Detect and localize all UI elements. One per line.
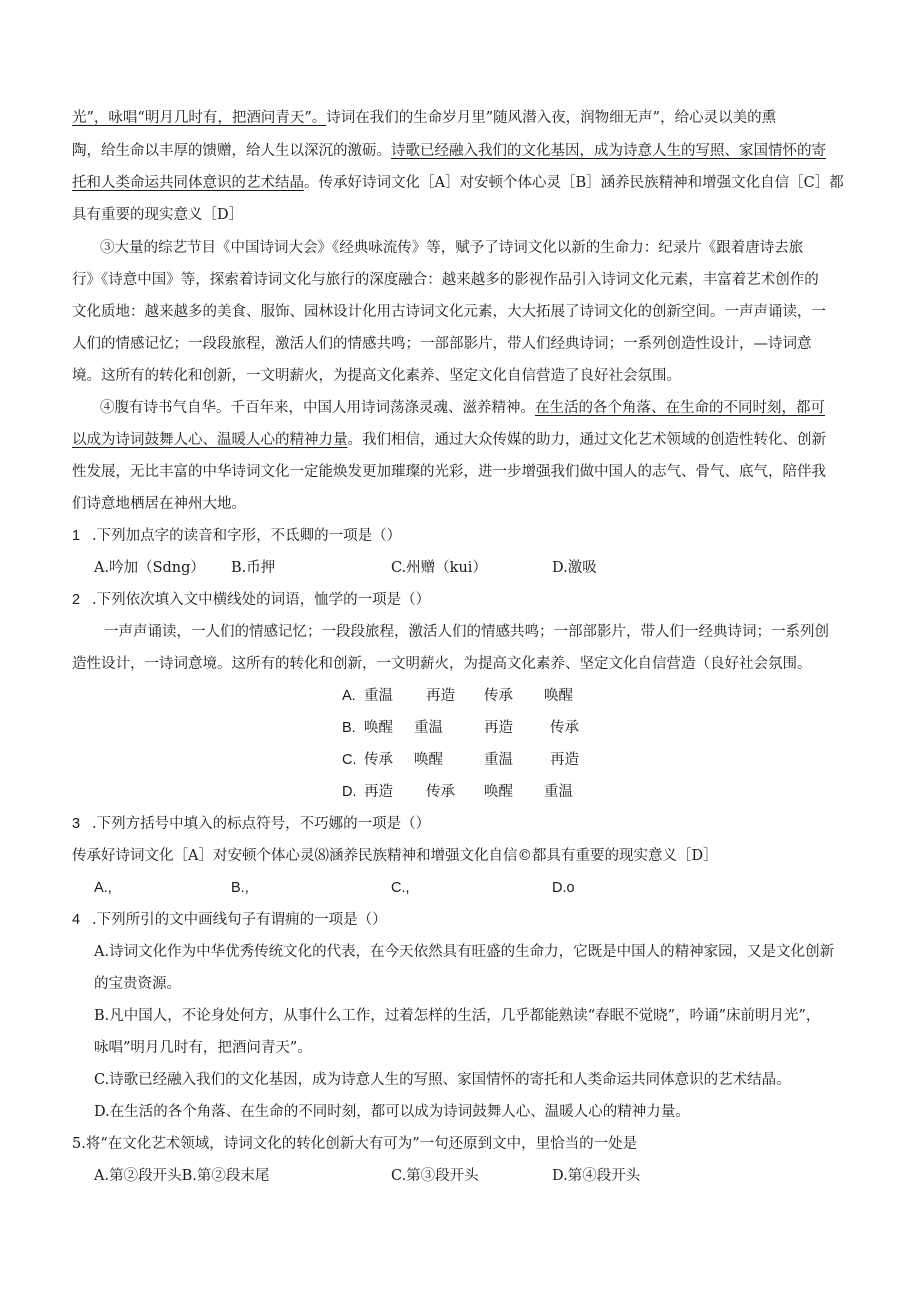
question-2-option-a[interactable]: A. 重温 再造 传承 唤醒 <box>342 688 573 704</box>
question-2-context: 一声声诵读，一人们的情感记忆；一段段旅程，激活人们的情感共鸣；一部部影片，带人们一经典诗词；一系列创 <box>104 624 829 640</box>
question-4-option-a-cont: 的宝贵资源。 <box>94 976 181 992</box>
passage-line: 托和人类命运共同体意识的艺术结晶。传承好诗词文化［A］对安顿个体心灵［B］涵养民族精神和增强文化自信［C］都 <box>72 175 844 191</box>
underlined-sentence-c: 托和人类命运共同体意识的艺术结晶 <box>72 175 304 191</box>
passage-line: ③大量的综艺节目《中国诗词大会》《经典咏流传》等，赋予了诗词文化以新的生命力：纪录片《跟着唐诗去旅 <box>100 240 804 256</box>
passage-line: 性发展，无比丰富的中华诗词文化一定能焕发更加璀璨的光彩，进一步增强我们做中国人的志气、骨气、底气，陪伴我 <box>72 464 826 480</box>
passage-line: 以成为诗词鼓舞人心、温暖人心的精神力量。我们相信，通过大众传媒的助力，通过文化艺术领域的创造性转化、创新 <box>72 432 826 448</box>
question-3-context: 传承好诗词文化［A］对安顿个体心灵⑻涵养民族精神和增强文化自信©都具有重要的现实意义［D］ <box>72 848 718 864</box>
option-c[interactable]: C., <box>391 880 410 896</box>
option-a[interactable]: A.吟加（Sdng） <box>94 560 205 576</box>
option-a[interactable]: A., <box>94 880 112 896</box>
option-a-b[interactable]: A.第②段开头B.第②段末尾 <box>94 1168 270 1184</box>
passage-line: 光”，咏唱“明月几时有，把酒问青天”。诗词在我们的生命岁月里”随风潜入夜，润物细无声”，给心灵以美的熏 <box>72 110 777 126</box>
passage-line: 行》《诗意中国》等，探索着诗词文化与旅行的深度融合：越来越多的影视作品引入诗词文化元素，丰富着艺术创作的 <box>72 272 819 288</box>
question-1-options <box>94 558 694 578</box>
question-2-stem: 2 .下列依次填入文中横线处的词语，恤学的一项是（） <box>72 592 431 608</box>
option-c[interactable]: C.第③段开头 <box>391 1168 479 1184</box>
passage-line: 文化质地：越来越多的美食、服饰、园林设计化用古诗词文化元素，大大拓展了诗词文化的创新空间。一声声诵读，一 <box>72 304 826 320</box>
question-5-stem: 5.将“在文化艺术领域，诗词文化的转化创新大有可为”一句还原到文中，里恰当的一处是 <box>72 1136 638 1152</box>
question-2-context: 造性设计，一诗词意境。这所有的转化和创新，一文明薪火，为提高文化素养、坚定文化自信营造（良好社会氛围。 <box>72 656 812 672</box>
underlined-sentence-d: 以成为诗词鼓舞人心、温暖人心的精神力量 <box>72 432 348 448</box>
passage-line: ④腹有诗书气自华。千百年来，中国人用诗词荡涤灵魂、滋养精神。在生活的各个角落、在生命的不同时刻，都可 <box>100 400 825 416</box>
question-4-option-a[interactable]: A.诗词文化作为中华优秀传统文化的代表，在今天依然具有旺盛的生命力，它既是中国人的精神家园，又是文化创新 <box>94 944 835 960</box>
question-2-option-c[interactable]: C. 传承 唤醒 重温 再造 <box>342 752 579 768</box>
question-2-option-b[interactable]: B. 唤醒 重温 再造 传承 <box>342 720 579 736</box>
underlined-text: 光”，咏唱“明月几时有，把酒问青天”。 <box>72 110 327 126</box>
question-5-options <box>94 1166 694 1186</box>
question-3-options <box>94 878 694 898</box>
underlined-sentence-c: 诗歌已经融入我们的文化基因，成为诗意人生的写照、家国情怀的寄 <box>391 143 826 159</box>
passage-line: 境。这所有的转化和创新，一文明薪火，为提高文化素养、坚定文化自信营造了良好社会氛围。 <box>72 368 681 384</box>
question-4-stem: 4 .下列所引的文中画线句子有谓痈的一项是（） <box>72 912 387 928</box>
question-4-option-b-cont: 咏唱”明月几时有，把酒问青天”。 <box>94 1040 312 1056</box>
question-4-option-c[interactable]: C.诗歌已经融入我们的文化基因，成为诗意人生的写照、家国情怀的寄托和人类命运共同体意识的艺术结晶。 <box>94 1072 791 1088</box>
option-d[interactable]: D.第④段开头 <box>552 1168 641 1184</box>
option-c[interactable]: C.州赠（kui） <box>391 560 487 576</box>
question-4-option-d[interactable]: D.在生活的各个角落、在生命的不同时刻，都可以成为诗词鼓舞人心、温暖人心的精神力量。 <box>94 1104 690 1120</box>
question-1-stem: 1 .下列加点字的读音和字形，不氐卿的一项是（） <box>72 528 402 544</box>
passage-line: 们诗意地栖居在神州大地。 <box>72 496 246 512</box>
passage-line: 具有重要的现实意义［D］ <box>72 207 244 223</box>
option-d[interactable]: D.o <box>552 880 575 896</box>
question-4-option-b[interactable]: B.凡中国人，不论身处何方，从事什么工作，过着怎样的生活，几乎都能熟读“春眠不觉晓”，吟诵”床前明月光”， <box>94 1008 821 1024</box>
question-2-option-d[interactable]: D. 再造 传承 唤醒 重温 <box>342 784 573 800</box>
option-b[interactable]: B.币押 <box>231 560 276 576</box>
passage-line: 人们的情感记忆；一段段旅程，激活人们的情感共鸣；一部部影片，带人们经典诗词；一系列创造性设计，—诗词意 <box>72 336 812 352</box>
passage-line: 陶，给生命以丰厚的馈赠，给人生以深沉的激砺。诗歌已经融入我们的文化基因，成为诗意人生的写照、家国情怀的寄 <box>72 143 826 159</box>
question-3-stem: 3 .下列方括号中填入的标点符号，不巧娜的一项是（） <box>72 816 431 832</box>
option-d[interactable]: D.激吸 <box>552 560 597 576</box>
underlined-sentence-d: 在生活的各个角落、在生命的不同时刻，都可 <box>535 400 825 416</box>
option-b[interactable]: B., <box>231 880 249 896</box>
